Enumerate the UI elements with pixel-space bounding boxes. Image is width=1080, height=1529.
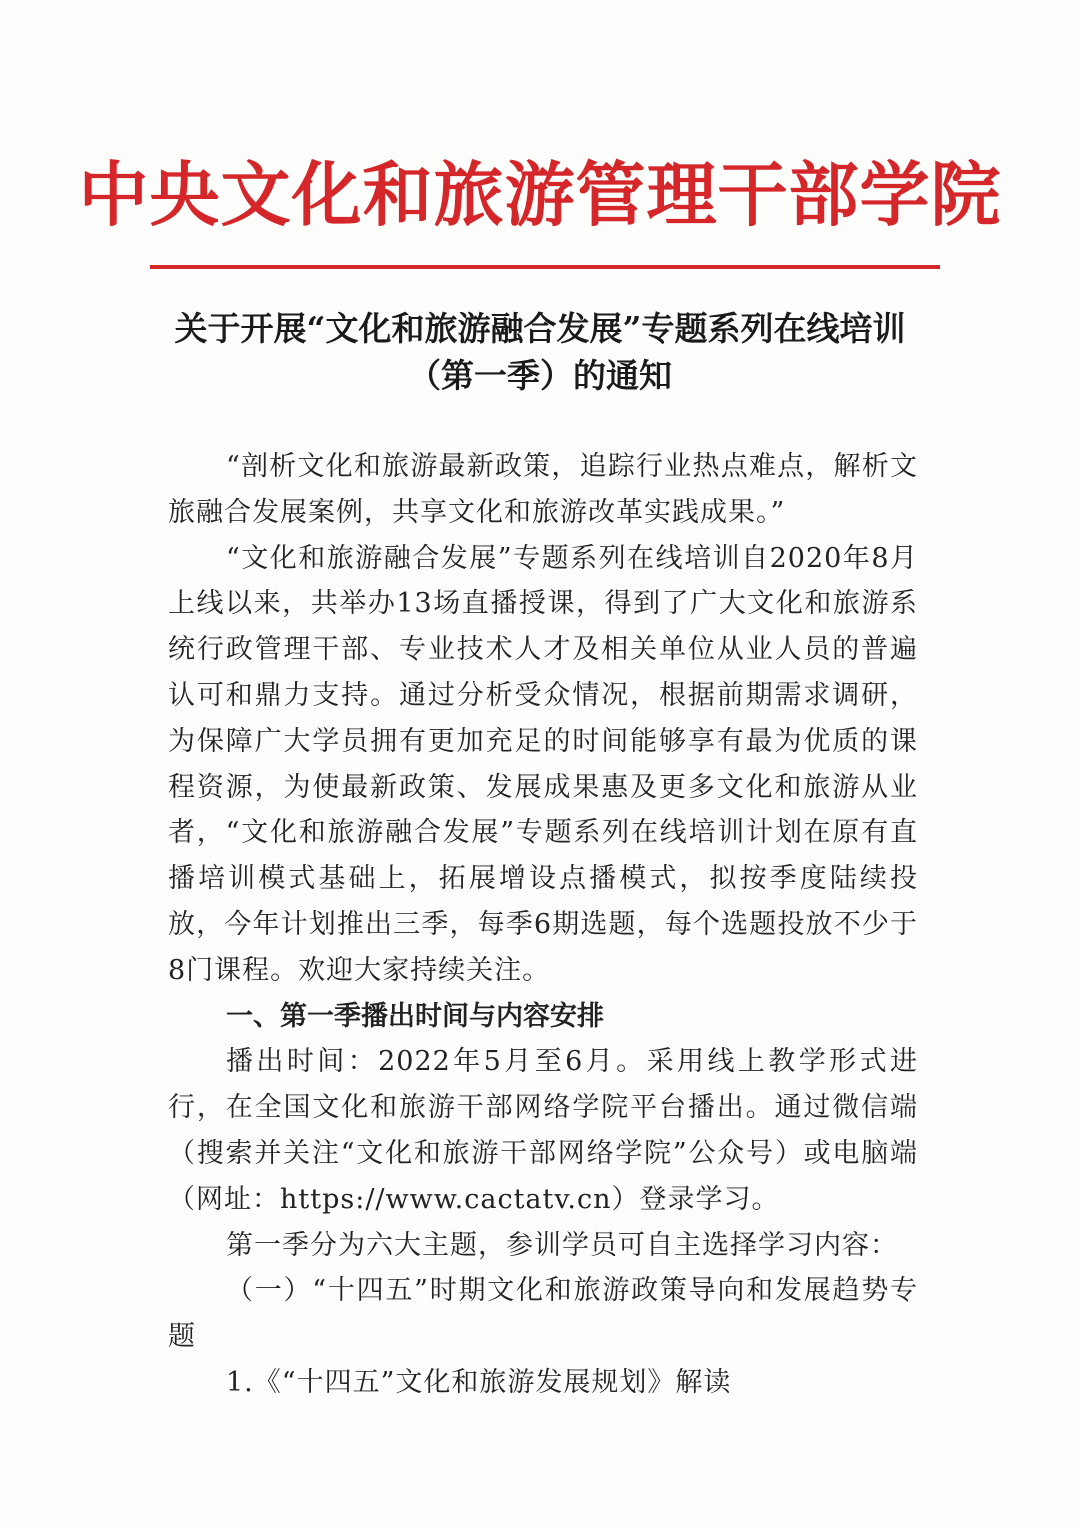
theme-1-heading: （一）“十四五”时期文化和旅游政策导向和发展趋势专题	[168, 1275, 918, 1353]
broadcast-time-paragraph: 播出时间：2022年5月至6月。采用线上教学形式进行，在全国文化和旅游干部网络学院平台播出。通过微信端（搜索并关注“文化和旅游干部网络学院”公众号）或电脑端（网址：https://www.cactatv.cn）登录学习。	[168, 1046, 918, 1215]
themes-intro-paragraph: 第一季分为六大主题，参训学员可自主选择学习内容：	[226, 1229, 898, 1261]
letterhead-red-rule	[150, 265, 940, 269]
quote-paragraph: “剖析文化和旅游最新政策，追踪行业热点难点，解析文旅融合发展案例，共享文化和旅游改革实践成果。”	[168, 451, 918, 528]
notice-body	[168, 444, 918, 1406]
letterhead-title: 中央文化和旅游管理干部学院	[78, 154, 1002, 236]
notice-title-line-2: （第一季）的通知	[408, 356, 672, 395]
section-heading-1: 一、第一季播出时间与内容安排	[226, 1000, 604, 1032]
notice-title-line-1: 关于开展“文化和旅游融合发展”专题系列在线培训	[174, 309, 906, 348]
intro-paragraph: “文化和旅游融合发展”专题系列在线培训自2020年8月上线以来，共举办13场直播授课，得到了广大文化和旅游系统行政管理干部、专业技术人才及相关单位从业人员的普遍认可和鼎力支持。通过分析受众情况，根据前期需求调研，为保障广大学员拥有更加充足的时间能够享有最为优质的课程资源，为使最新政策、发展成果惠及更多文化和旅游从业者，“文化和旅游融合发展”专题系列在线培训计划在原有直播培训模式基础上，拓展增设点播模式，拟按季度陆续投放，今年计划推出三季，每季6期选题，每个选题投放不少于8门课程。欢迎大家持续关注。	[168, 542, 918, 986]
theme-1-item-1: 1.《“十四五”文化和旅游发展规划》解读	[226, 1366, 732, 1398]
